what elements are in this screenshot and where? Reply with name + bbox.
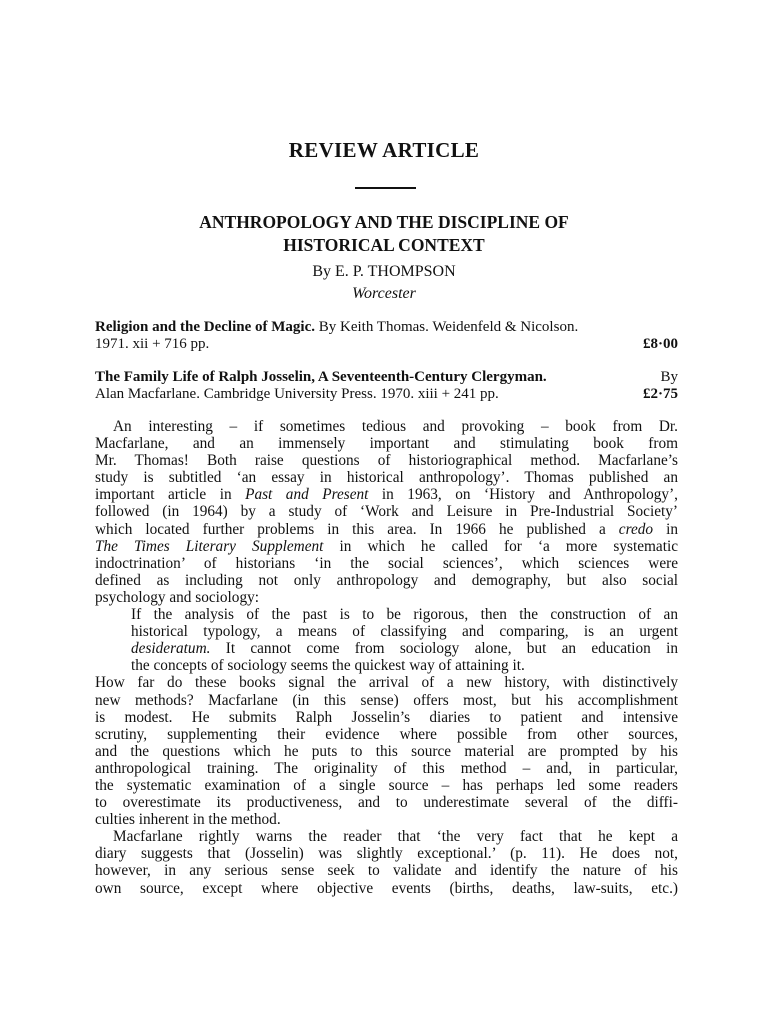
paragraph-1 [95,418,678,606]
text-line: Mr. Thomas! Both raise questions of historiographical method. Macfarlane’s [95,452,678,470]
text-line: to overestimate its productiveness, and to underestimate several of the diffi- [95,794,678,812]
book-price: £2·75 [642,386,678,402]
article-title [0,211,768,257]
text-line: important article in Past and Present in 1963, on ‘History and Anthropology’, [95,486,678,504]
book-entry-2-line-2 [95,386,678,403]
text-line: which located further problems in this area. In 1966 he published a credo in [95,520,678,538]
text-line: study is subtitled ‘an essay in historical anthropology’. Thomas published an [95,469,678,487]
text-line: followed (in 1964) by a study of ‘Work and Leisure in Pre-Industrial Society’ [95,503,678,521]
book-publisher: By Keith Thomas. Weidenfeld & Nicolson. [318,319,579,335]
text-line: and the questions which he puts to this source material are prompted by his [95,742,678,760]
section-heading: REVIEW ARTICLE [288,138,480,162]
heading-rule [355,187,416,189]
book-entry-1-line-1 [95,319,678,336]
book-by: By [660,369,678,385]
text-line: Macfarlane rightly warns the reader that ‘the very fact that he kept a [113,828,678,846]
book-entry-1-line-2 [95,336,678,353]
text-line: An interesting – if sometimes tedious and provoking – book from Dr. [113,418,678,435]
title-line-2: HISTORICAL CONTEXT [283,235,485,255]
affiliation: Worcester [352,285,416,302]
text-line: defined as including not only anthropology and demography, but also social [95,571,678,589]
book-details: 1971. xii + 716 pp. [95,336,210,352]
quote-line: historical typology, a means of classifying and comparing, is an urgent [131,623,678,641]
book-title: Religion and the Decline of Magic. [95,319,315,335]
title-line-1: ANTHROPOLOGY AND THE DISCIPLINE OF [199,212,569,232]
book-entry-2 [95,369,678,403]
text-line: The Times Literary Supplement in which he called for ‘a more systematic [95,537,678,555]
text-line: new methods? Macfarlane (in this sense) offers most, but his accomplishment [95,691,678,709]
paragraph-3 [95,828,678,896]
text-line: Macfarlane, and an immensely important and stimulating book from [95,435,678,453]
text-line: culties inherent in the method. [95,811,281,829]
block-quote [95,606,678,674]
text-line: anthropological training. The originality of this method – and, in particular, [95,759,678,777]
byline: By E. P. THOMPSON [312,263,456,280]
book-entry-2-line-1 [95,369,678,386]
text-line: indoctrination’ of historians ‘in the social sciences’, which sciences were [95,554,678,572]
text-line: psychology and sociology: [95,588,260,606]
book-price: £8·00 [642,336,678,352]
text-line: is modest. He submits Ralph Josselin’s diaries to patient and intensive [95,708,678,726]
text-line: scrutiny, supplementing their evidence where possible from other sources, [95,725,678,743]
book-details: Alan Macfarlane. Cambridge University Press. 1970. xiii + 241 pp. [95,386,499,402]
quote-line: If the analysis of the past is to be rigorous, then the construction of an [131,606,678,624]
article-body [95,418,678,897]
text-line: the systematic examination of a single source – has perhaps led some readers [95,776,678,794]
text-line: however, in any serious sense seek to validate and identify the nature of his [95,862,678,880]
quote-line: desideratum. It cannot come from sociology alone, but an education in [131,640,678,658]
text-line: own source, except where objective events (births, deaths, law-suits, etc.) [95,879,678,897]
text-line: diary suggests that (Josselin) was slightly exceptional.’ (p. 11). He does not, [95,845,678,863]
paragraph-2 [95,674,678,828]
book-title: The Family Life of Ralph Josselin, A Seventeenth-Century Clergyman. [95,369,547,385]
book-entry-1 [95,319,678,353]
quote-line: the concepts of sociology seems the quickest way of attaining it. [131,657,525,675]
text-line: How far do these books signal the arrival of a new history, with distinctively [95,674,678,692]
